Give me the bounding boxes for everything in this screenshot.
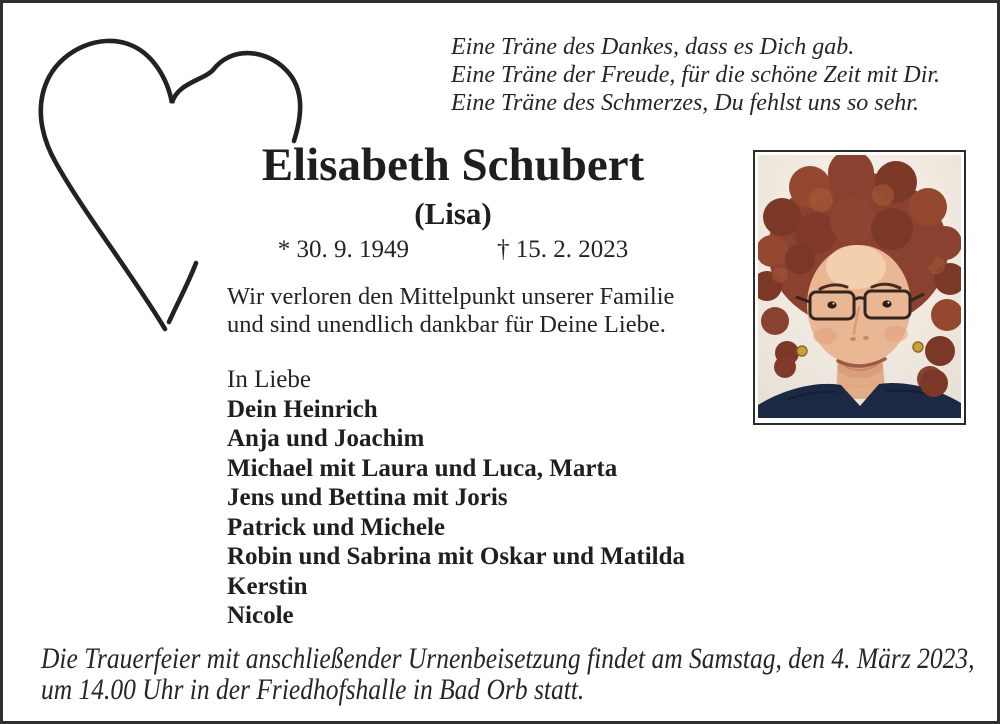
mourners-list: [227, 365, 685, 631]
tribute-text: [227, 283, 674, 338]
closing-phrase: In Liebe: [227, 366, 311, 393]
mourner-name: Jens und Bettina mit Joris: [227, 484, 508, 511]
mourner-name: Michael mit Laura und Luca, Marta: [227, 454, 618, 482]
mourner-name: Nicole: [227, 602, 294, 629]
memorial-poem: [451, 33, 940, 117]
deceased-name: Elisabeth Schubert: [261, 139, 645, 191]
deceased-nickname: (Lisa): [414, 196, 492, 231]
death-date: † 15. 2. 2023: [497, 236, 629, 263]
portrait-photo: [753, 150, 966, 425]
mourner-name: Dein Heinrich: [227, 395, 378, 423]
funeral-line-2: um 14.00 Uhr in der Friedhofshalle in Bad Orb statt.: [41, 673, 585, 706]
funeral-line-1: Die Trauerfeier mit anschließender Urnenbeisetzung findet am Samstag, den 4. März 2023,: [41, 642, 975, 675]
poem-line-1: Eine Träne des Dankes, dass es Dich gab.: [451, 34, 855, 60]
mourner-name: Kerstin: [227, 572, 308, 600]
mourner-name: Patrick und Michele: [227, 513, 446, 541]
mourner-name: Robin und Sabrina mit Oskar und Matilda: [227, 543, 686, 570]
poem-line-3: Eine Träne des Schmerzes, Du fehlst uns so sehr.: [451, 90, 919, 116]
tribute-line-2: und sind unendlich dankbar für Deine Liebe.: [227, 310, 666, 338]
birth-date: * 30. 9. 1949: [277, 236, 409, 263]
poem-line-2: Eine Träne der Freude, für die schöne Zeit mit Dir.: [451, 62, 941, 88]
tribute-line-1: Wir verloren den Mittelpunkt unserer Familie: [227, 283, 675, 310]
earring-right: [913, 342, 923, 352]
mourner-name: Anja und Joachim: [227, 425, 425, 452]
life-dates: [178, 237, 728, 262]
earring-left: [797, 346, 807, 356]
funeral-info: [41, 643, 1000, 705]
